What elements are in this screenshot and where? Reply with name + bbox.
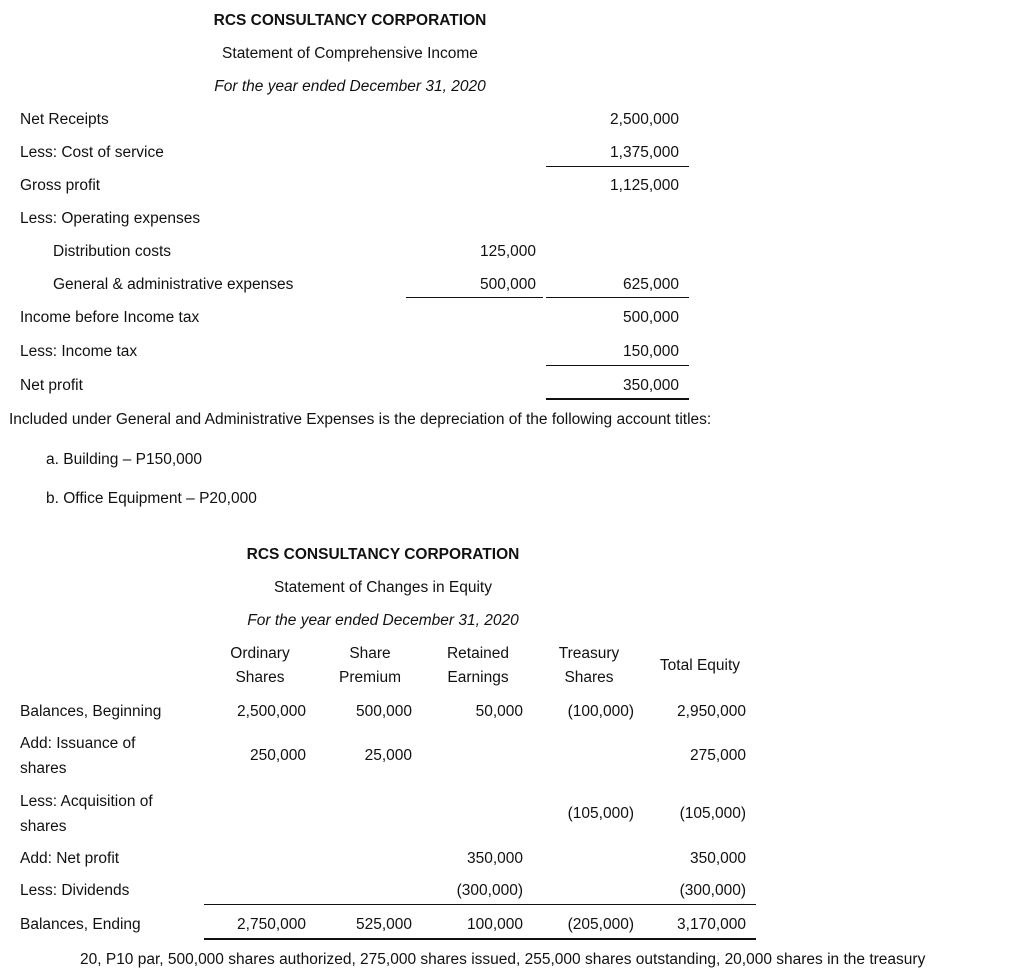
ending-retained: 100,000 bbox=[466, 916, 523, 933]
depreciation-note-intro: Included under General and Administrative Expenses is the depreciation of the following account titles: bbox=[9, 411, 712, 428]
ending-double-underline bbox=[204, 938, 756, 940]
income-statement-period: For the year ended December 31, 2020 bbox=[214, 78, 486, 95]
issuance-premium: 25,000 bbox=[364, 747, 412, 764]
col-header-ordinary-line2: Shares bbox=[235, 669, 285, 686]
income-company-name: RCS CONSULTANCY CORPORATION bbox=[213, 12, 487, 29]
cost-of-service-label: Less: Cost of service bbox=[20, 144, 164, 161]
income-tax-underline bbox=[546, 365, 689, 366]
col-header-premium-line1: Share bbox=[349, 645, 391, 662]
col-header-retained-line2: Earnings bbox=[447, 669, 509, 686]
dividends-total: (300,000) bbox=[679, 882, 746, 899]
net-profit-total: 350,000 bbox=[622, 377, 679, 394]
depreciation-item-building: a. Building – P150,000 bbox=[46, 451, 202, 468]
equity-net-profit-label: Add: Net profit bbox=[20, 850, 120, 867]
cost-of-service-total: 1,375,000 bbox=[610, 144, 679, 161]
acquisition-label-line1: Less: Acquisition of bbox=[20, 793, 153, 810]
issuance-ordinary: 250,000 bbox=[249, 747, 306, 764]
beginning-label: Balances, Beginning bbox=[20, 703, 162, 720]
income-tax-label: Less: Income tax bbox=[20, 343, 138, 360]
gross-profit-total: 1,125,000 bbox=[610, 177, 679, 194]
col-header-ordinary-line1: Ordinary bbox=[230, 645, 290, 662]
ending-premium: 525,000 bbox=[355, 916, 412, 933]
equity-net-profit-retained: 350,000 bbox=[466, 850, 523, 867]
income-before-tax-label: Income before Income tax bbox=[20, 309, 200, 326]
beginning-ordinary: 2,500,000 bbox=[237, 703, 306, 720]
equity-statement-period: For the year ended December 31, 2020 bbox=[247, 612, 519, 629]
equity-footnote: 20, P10 par, 500,000 shares authorized, 275,000 shares issued, 255,000 shares outstanding, 20,000 shares in the treasury bbox=[80, 951, 926, 968]
net-receipts-label: Net Receipts bbox=[20, 111, 109, 128]
equity-company-name: RCS CONSULTANCY CORPORATION bbox=[246, 546, 520, 563]
general-admin-amount: 500,000 bbox=[479, 276, 536, 293]
net-receipts-total: 2,500,000 bbox=[610, 111, 679, 128]
col-header-premium-line2: Premium bbox=[338, 669, 401, 686]
operating-expenses-label: Less: Operating expenses bbox=[20, 210, 201, 227]
general-admin-label: General & administrative expenses bbox=[53, 276, 294, 293]
general-admin-total-underline bbox=[546, 297, 689, 298]
dividends-label: Less: Dividends bbox=[20, 882, 130, 899]
col-header-treasury-line1: Treasury bbox=[558, 645, 620, 662]
acquisition-label-line2: shares bbox=[20, 818, 67, 835]
col-header-total-equity: Total Equity bbox=[659, 657, 741, 674]
ending-treasury: (205,000) bbox=[567, 916, 634, 933]
income-statement-title: Statement of Comprehensive Income bbox=[222, 45, 478, 62]
depreciation-item-office-equipment: b. Office Equipment – P20,000 bbox=[46, 490, 257, 507]
beginning-retained: 50,000 bbox=[475, 703, 523, 720]
dividends-retained: (300,000) bbox=[456, 882, 523, 899]
general-admin-amount-underline bbox=[406, 297, 543, 298]
net-profit-label: Net profit bbox=[20, 377, 83, 394]
equity-net-profit-total: 350,000 bbox=[689, 850, 746, 867]
cost-of-service-underline bbox=[546, 166, 689, 167]
acquisition-total: (105,000) bbox=[679, 805, 746, 822]
income-tax-total: 150,000 bbox=[622, 343, 679, 360]
ending-total: 3,170,000 bbox=[677, 916, 746, 933]
dividends-underline bbox=[204, 904, 756, 905]
beginning-treasury: (100,000) bbox=[567, 703, 634, 720]
issuance-label-line2: shares bbox=[20, 760, 67, 777]
distribution-costs-label: Distribution costs bbox=[53, 243, 172, 260]
net-profit-double-underline bbox=[546, 398, 689, 400]
ending-ordinary: 2,750,000 bbox=[237, 916, 306, 933]
ending-label: Balances, Ending bbox=[20, 916, 141, 933]
income-before-tax-total: 500,000 bbox=[622, 309, 679, 326]
equity-statement-title: Statement of Changes in Equity bbox=[274, 579, 492, 596]
issuance-label-line1: Add: Issuance of bbox=[20, 735, 136, 752]
acquisition-treasury: (105,000) bbox=[567, 805, 634, 822]
gross-profit-label: Gross profit bbox=[20, 177, 101, 194]
issuance-total: 275,000 bbox=[689, 747, 746, 764]
beginning-total: 2,950,000 bbox=[677, 703, 746, 720]
beginning-premium: 500,000 bbox=[355, 703, 412, 720]
col-header-treasury-line2: Shares bbox=[564, 669, 614, 686]
distribution-costs-amount: 125,000 bbox=[479, 243, 536, 260]
general-admin-total: 625,000 bbox=[622, 276, 679, 293]
col-header-retained-line1: Retained bbox=[446, 645, 510, 662]
